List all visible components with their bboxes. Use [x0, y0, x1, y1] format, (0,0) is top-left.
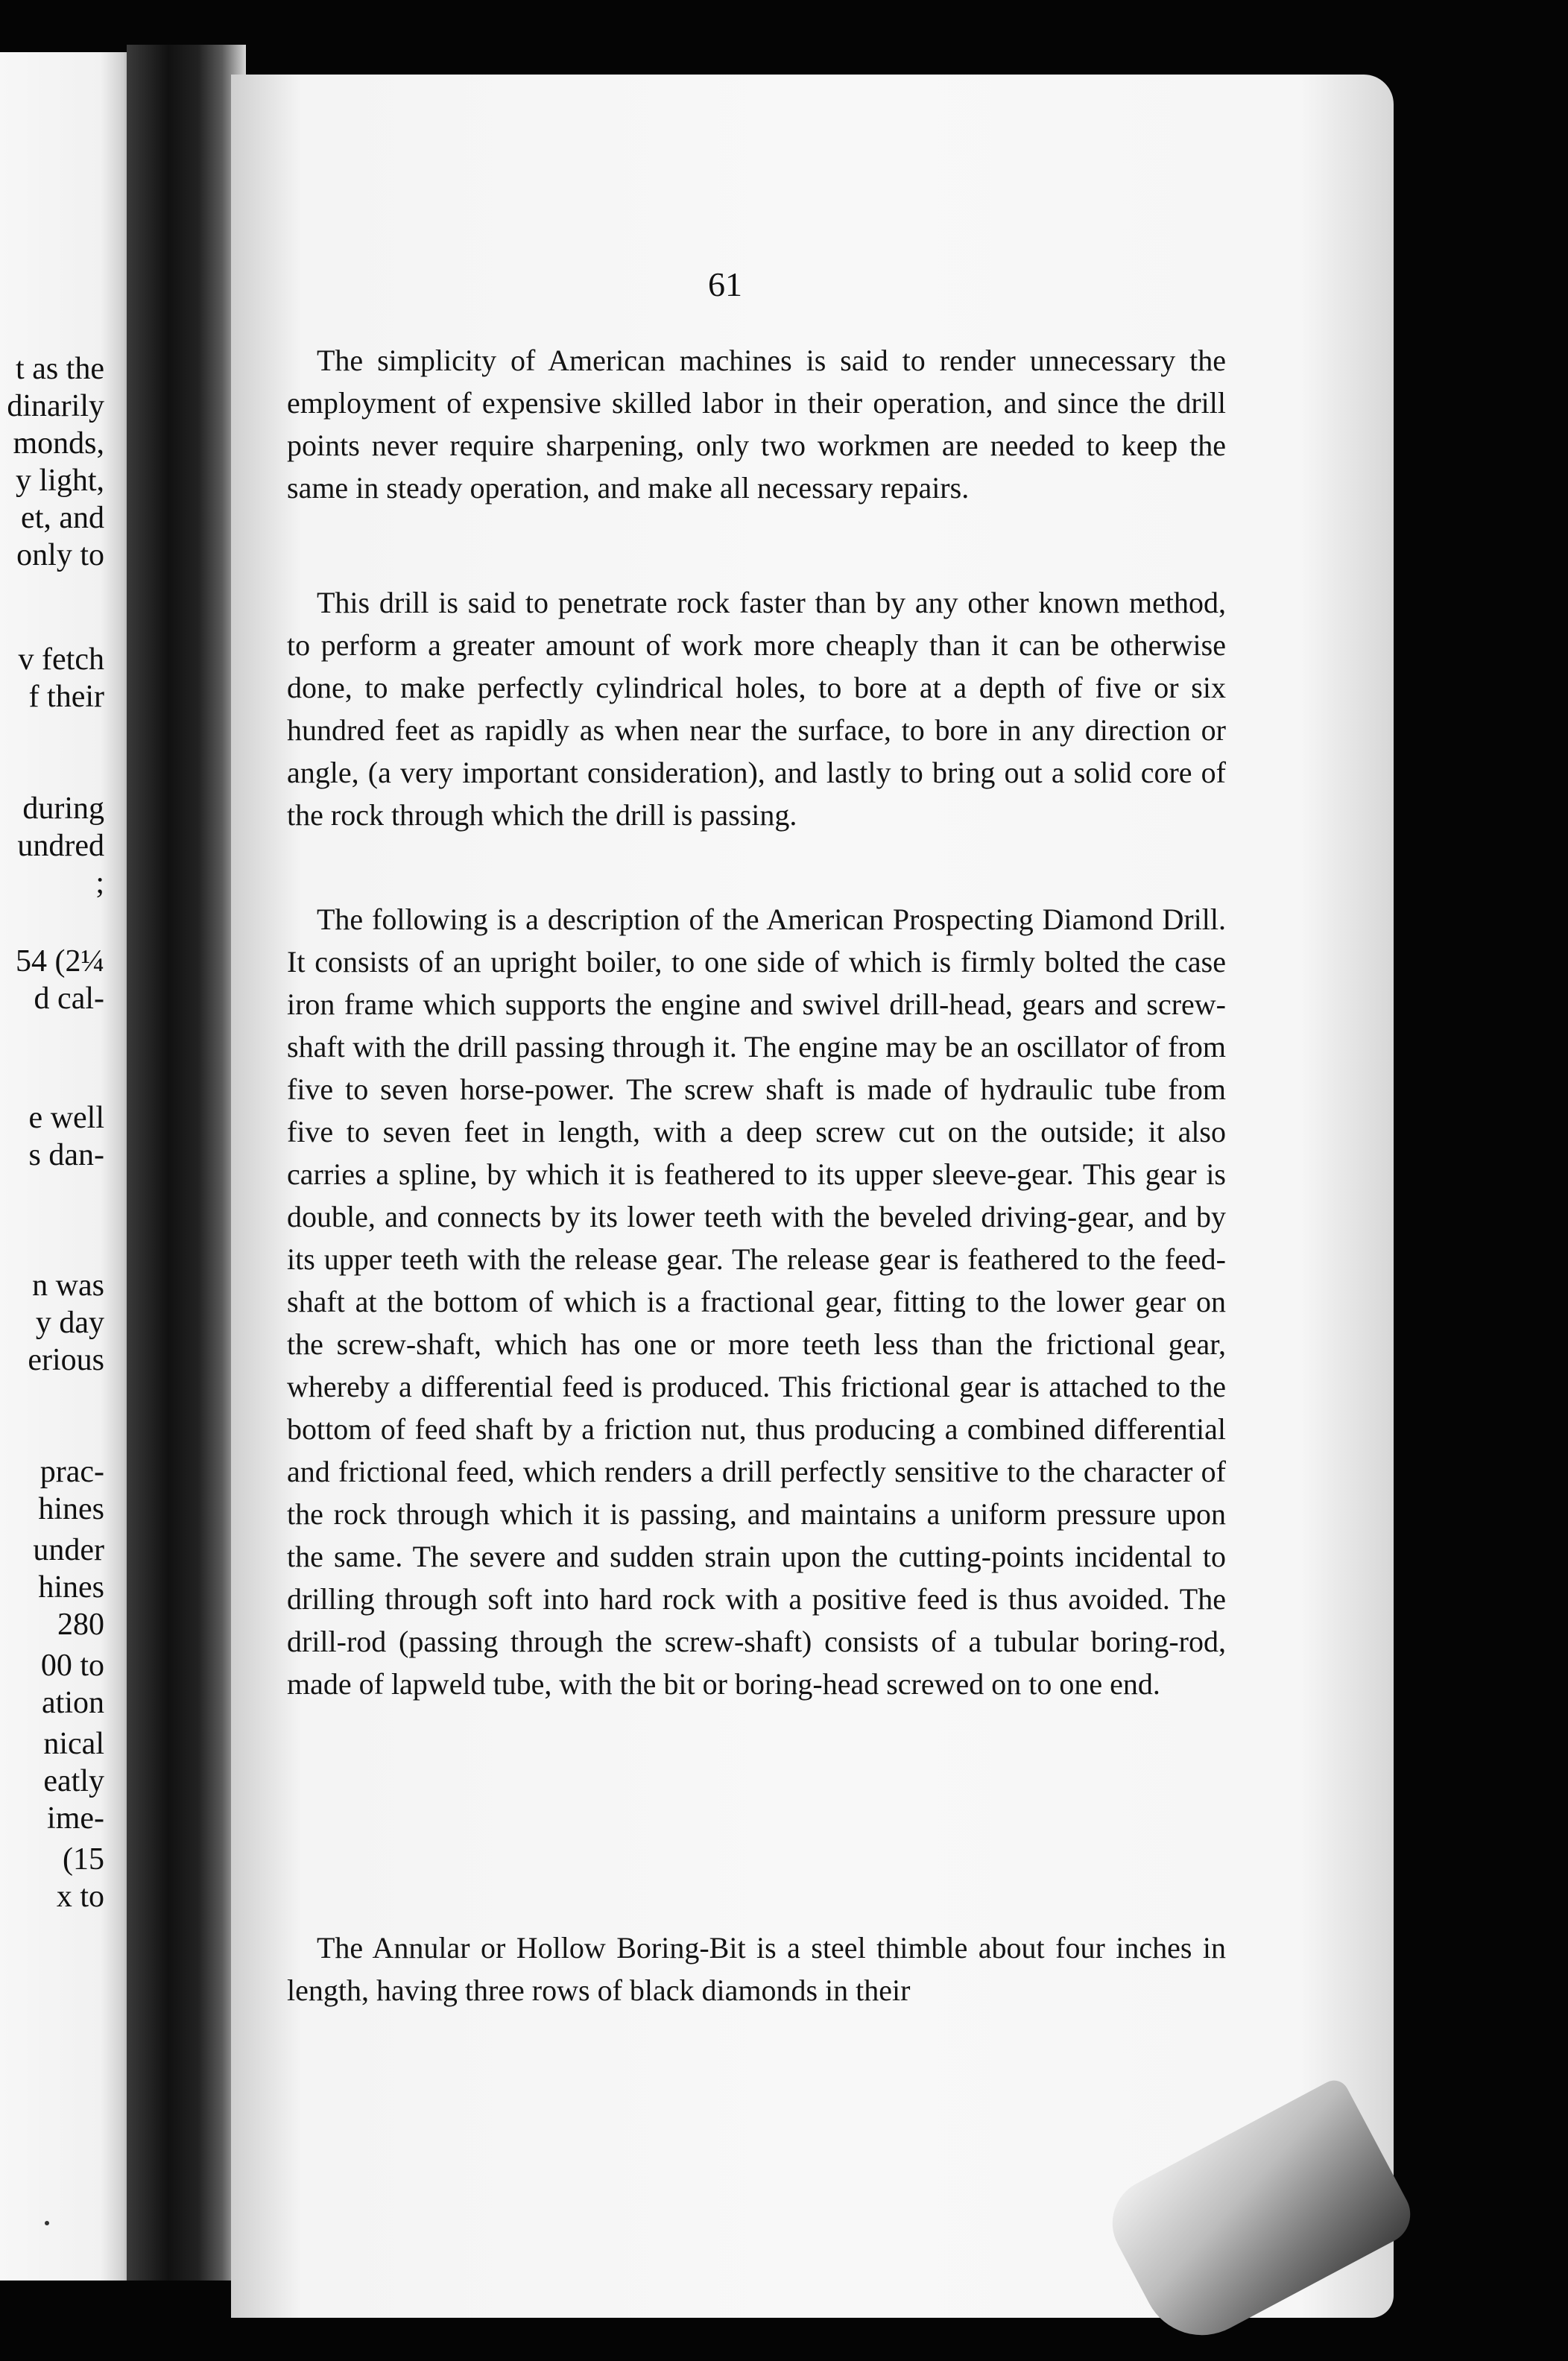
left-fragment: hines: [38, 1570, 104, 1605]
left-fragment: 280: [57, 1608, 104, 1642]
paragraph: [287, 339, 1226, 509]
left-fragment: f their: [28, 680, 104, 714]
left-fragment: y light,: [15, 464, 104, 498]
left-fragment: v fetch: [18, 642, 104, 677]
page-number: 61: [708, 265, 742, 303]
left-facing-page: [0, 52, 134, 2281]
left-fragment: hines: [38, 1492, 104, 1526]
left-fragment: nical: [43, 1727, 104, 1761]
paragraph: [287, 1927, 1226, 2011]
paragraph-text: This drill is said to penetrate rock faster than by any other known method, to perform a greater amount of work more cheaply than it can be otherwise done, to make perfectly cylindrical holes, to bore at a depth of five or six hundred feet as rapidly as when near the surface, to bore in any direction or angle, (a very important consideration), and lastly to bring out a solid core of the rock through which the drill is passing.: [287, 586, 1226, 832]
left-fragment: under: [33, 1533, 104, 1567]
left-fragment: during: [22, 791, 104, 826]
paragraph-text: The Annular or Hollow Boring-Bit is a steel thimble about four inches in length, having three rows of black diamonds in their: [287, 1931, 1226, 2007]
left-fragment: prac-: [39, 1455, 104, 1489]
left-fragment: ation: [42, 1686, 104, 1720]
left-fragment: ime-: [47, 1801, 104, 1836]
left-fragment: et, and: [21, 501, 104, 535]
paragraph-text: The simplicity of American machines is said to render unnecessary the employment of expensive skilled labor in their operation, and since the drill points never require sharpening, only two workmen are needed to keep the same in steady operation, and make all necessary repairs.: [287, 344, 1226, 505]
left-fragment: erious: [28, 1343, 104, 1377]
paragraph: [287, 581, 1226, 836]
book-gutter-shadow: [127, 45, 246, 2281]
left-fragment: y day: [35, 1306, 104, 1340]
left-fragment: t as the: [16, 352, 104, 386]
left-fragment: s dan-: [28, 1138, 104, 1172]
left-fragment: only to: [16, 538, 104, 572]
left-fragment: monds,: [13, 426, 104, 461]
ink-speck: [45, 2221, 49, 2225]
left-fragment: d cal-: [34, 982, 104, 1016]
left-fragment: eatly: [43, 1764, 104, 1798]
left-fragment: undred: [17, 829, 104, 863]
left-fragment: x to: [56, 1880, 104, 1914]
left-fragment: 54 (2¼: [16, 944, 104, 979]
paragraph-text: The following is a description of the American Prospecting Diamond Drill. It consists of an upright boiler, to one side of which is firmly bolted the case iron frame which supports the engine and swivel drill-head, gears and screw-shaft with the drill passing through it. The engine may be an oscillator of from five to seven horse-power. The screw shaft is made of hydraulic tube from five to seven feet in length, with a deep screw cut on the outside; it also carries a spline, by which it is feathered to its upper sleeve-gear. This gear is double, and connects by its lower teeth with the beveled driving-gear, and by its upper teeth with the release gear. The release gear is feathered to the feed-shaft at the bottom of which is a fractional gear, fitting to the lower gear on the screw-shaft, which has one or more teeth less than the frictional gear, whereby a differential feed is produced. This frictional gear is attached to the bottom of feed shaft by a friction nut, thus producing a combined differential and frictional feed, which renders a drill perfectly sensitive to the character of the rock through which it is passing, and maintains a uniform pressure upon the same. The severe and sudden strain upon the cutting-points incidental to drilling through soft into hard rock with a positive feed is thus avoided. The drill-rod (passing through the screw-shaft) consists of a tubular boring-rod, made of lapweld tube, with the bit or boring-head screwed on to one end.: [287, 903, 1226, 1701]
left-fragment: e well: [28, 1101, 104, 1135]
left-fragment: dinarily: [7, 389, 104, 423]
left-fragment: (15: [63, 1842, 104, 1877]
paragraph: [287, 898, 1226, 1705]
left-fragment: ;: [95, 866, 104, 900]
left-fragment: n was: [32, 1268, 104, 1303]
left-fragment: 00 to: [40, 1649, 104, 1683]
